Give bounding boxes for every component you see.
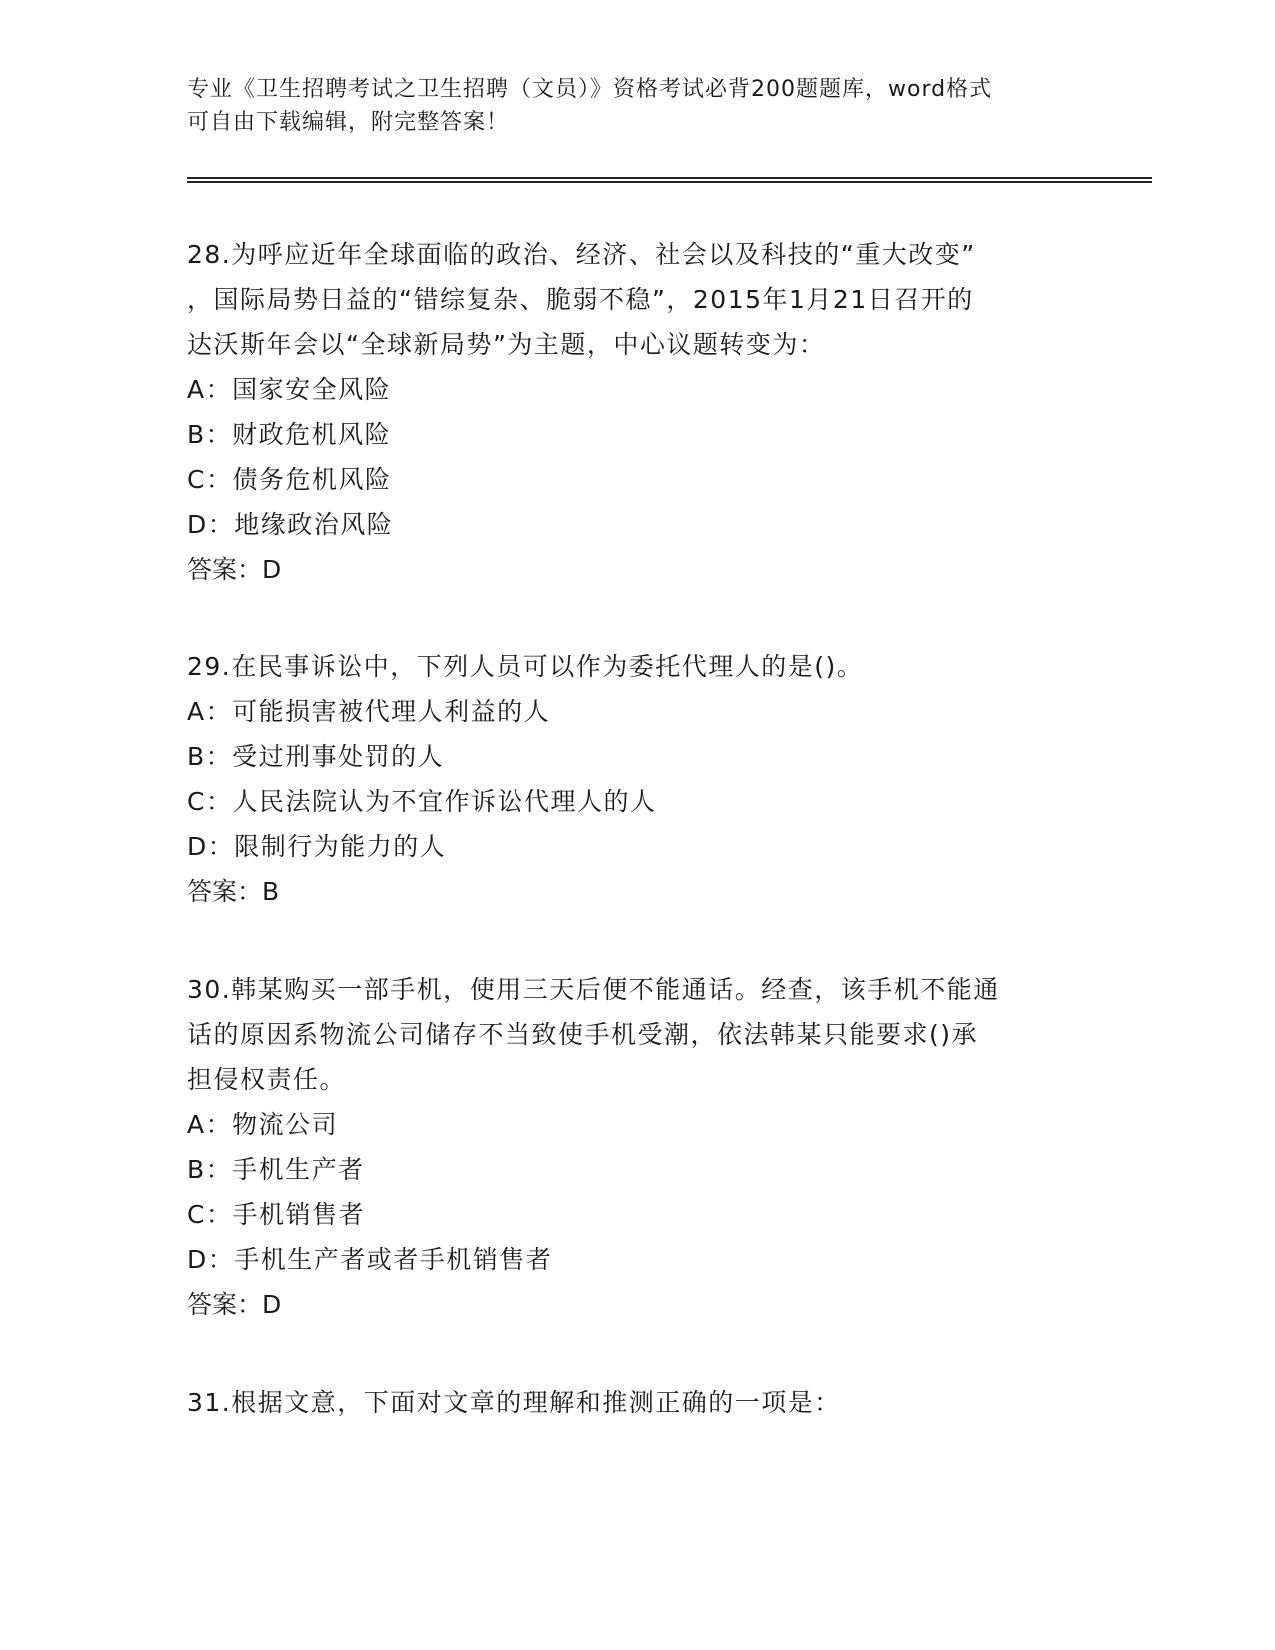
document-header <box>187 73 1067 139</box>
header-title-line-2: 可自由下载编辑，附完整答案！ <box>187 110 510 135</box>
option-a: A：物流公司 <box>187 1110 339 1139</box>
option-a: A：国家安全风险 <box>187 375 392 404</box>
option-c: C：手机销售者 <box>187 1200 365 1229</box>
option-b: B：手机生产者 <box>187 1155 365 1184</box>
option-d: D：手机生产者或者手机销售者 <box>187 1245 553 1274</box>
option-a: A：可能损害被代理人利益的人 <box>187 697 551 726</box>
question-text-line: 担侵权责任。 <box>187 1065 347 1094</box>
question-29 <box>187 644 1087 914</box>
question-text-line: 话的原因系物流公司储存不当致使手机受潮，依法韩某只能要求()承 <box>187 1020 979 1049</box>
question-text-line: 30.韩某购买一部手机，使用三天后便不能通话。经查，该手机不能通 <box>187 975 1000 1004</box>
question-31 <box>187 1380 1087 1425</box>
answer: 答案：D <box>187 555 282 584</box>
answer: 答案：D <box>187 1290 282 1319</box>
header-divider <box>187 177 1152 183</box>
option-d: D：地缘政治风险 <box>187 510 394 539</box>
question-30 <box>187 967 1087 1327</box>
option-d: D：限制行为能力的人 <box>187 832 447 861</box>
question-text-line: 31.根据文意，下面对文章的理解和推测正确的一项是： <box>187 1388 841 1417</box>
question-text-line: 29.在民事诉讼中，下列人员可以作为委托代理人的是()。 <box>187 652 864 681</box>
header-title-line-1: 专业《卫生招聘考试之卫生招聘（文员）》资格考试必背200题题库，word格式 <box>187 77 993 102</box>
option-b: B：受过刑事处罚的人 <box>187 742 445 771</box>
question-28 <box>187 232 1087 592</box>
answer: 答案：B <box>187 877 280 906</box>
question-text-line: ，国际局势日益的“错综复杂、脆弱不稳”，2015年1月21日召开的 <box>187 285 974 314</box>
question-text-line: 达沃斯年会以“全球新局势”为主题，中心议题转变为： <box>187 330 826 359</box>
question-text-line: 28.为呼应近年全球面临的政治、经济、社会以及科技的“重大改变” <box>187 240 976 269</box>
option-c: C：债务危机风险 <box>187 465 392 494</box>
option-b: B：财政危机风险 <box>187 420 392 449</box>
option-c: C：人民法院认为不宜作诉讼代理人的人 <box>187 787 657 816</box>
